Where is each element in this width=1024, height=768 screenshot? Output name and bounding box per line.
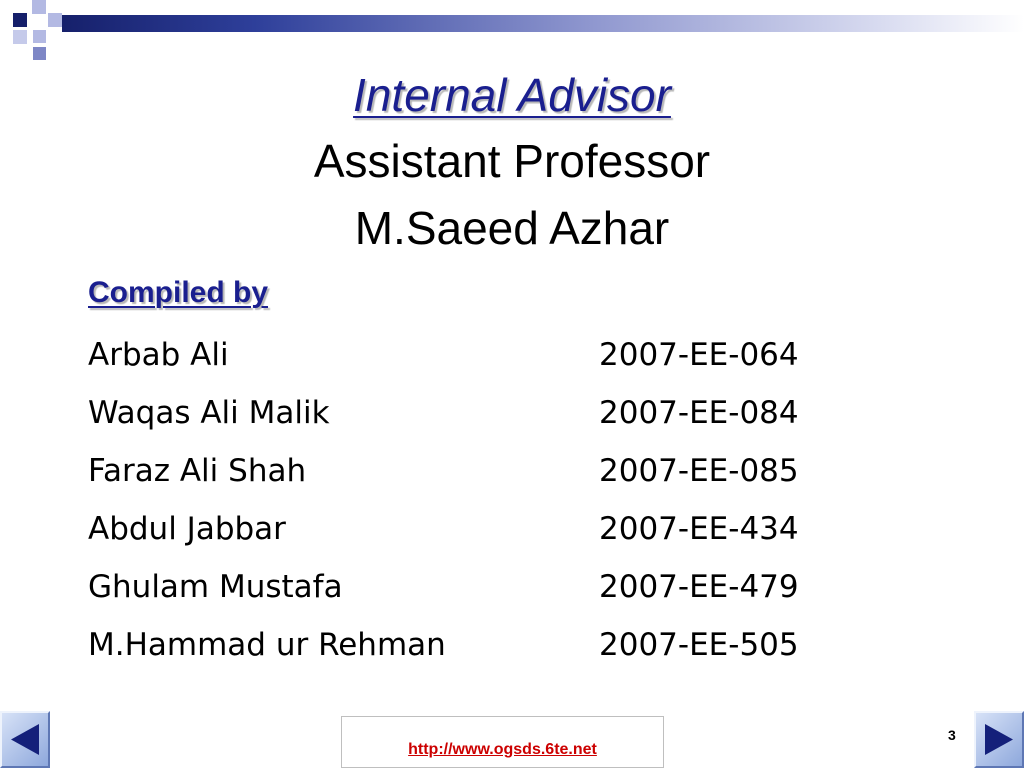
member-name: Ghulam Mustafa (88, 569, 343, 605)
member-row (88, 446, 888, 504)
decor-square (33, 30, 46, 43)
member-row (88, 562, 888, 620)
title-block (0, 62, 1024, 262)
footer-box (341, 716, 664, 768)
triangle-left-icon (2, 713, 48, 766)
decor-square (13, 30, 27, 44)
top-gradient-bar (62, 15, 1024, 32)
member-name: Waqas Ali Malik (88, 395, 330, 431)
member-registration: 2007-EE-434 (599, 511, 799, 547)
member-registration: 2007-EE-085 (599, 453, 799, 489)
member-row (88, 388, 888, 446)
footer-url-link[interactable]: http://www.ogsds.6te.net (408, 741, 597, 758)
advisor-rank: Assistant Professor (313, 135, 711, 187)
member-registration: 2007-EE-084 (599, 395, 799, 431)
triangle-right-icon (976, 713, 1022, 766)
decor-square (33, 47, 46, 60)
member-registration: 2007-EE-479 (599, 569, 799, 605)
member-name: Arbab Ali (88, 337, 229, 373)
member-registration: 2007-EE-505 (599, 627, 799, 663)
member-row (88, 620, 888, 678)
next-slide-button[interactable] (974, 711, 1024, 768)
decor-square (32, 0, 46, 14)
compiled-by-heading: Compiled by (88, 276, 269, 309)
member-list (88, 330, 888, 678)
member-name: Faraz Ali Shah (88, 453, 307, 489)
page-number: 3 (948, 727, 956, 743)
member-registration: 2007-EE-064 (599, 337, 799, 373)
advisor-name: M.Saeed Azhar (354, 202, 670, 254)
member-name: Abdul Jabbar (88, 511, 286, 547)
member-name: M.Hammad ur Rehman (88, 627, 446, 663)
previous-slide-button[interactable] (0, 711, 50, 768)
member-row (88, 504, 888, 562)
member-row (88, 330, 888, 388)
decor-square (13, 13, 27, 27)
decor-square (48, 13, 62, 27)
advisor-heading: Internal Advisor (353, 69, 671, 121)
